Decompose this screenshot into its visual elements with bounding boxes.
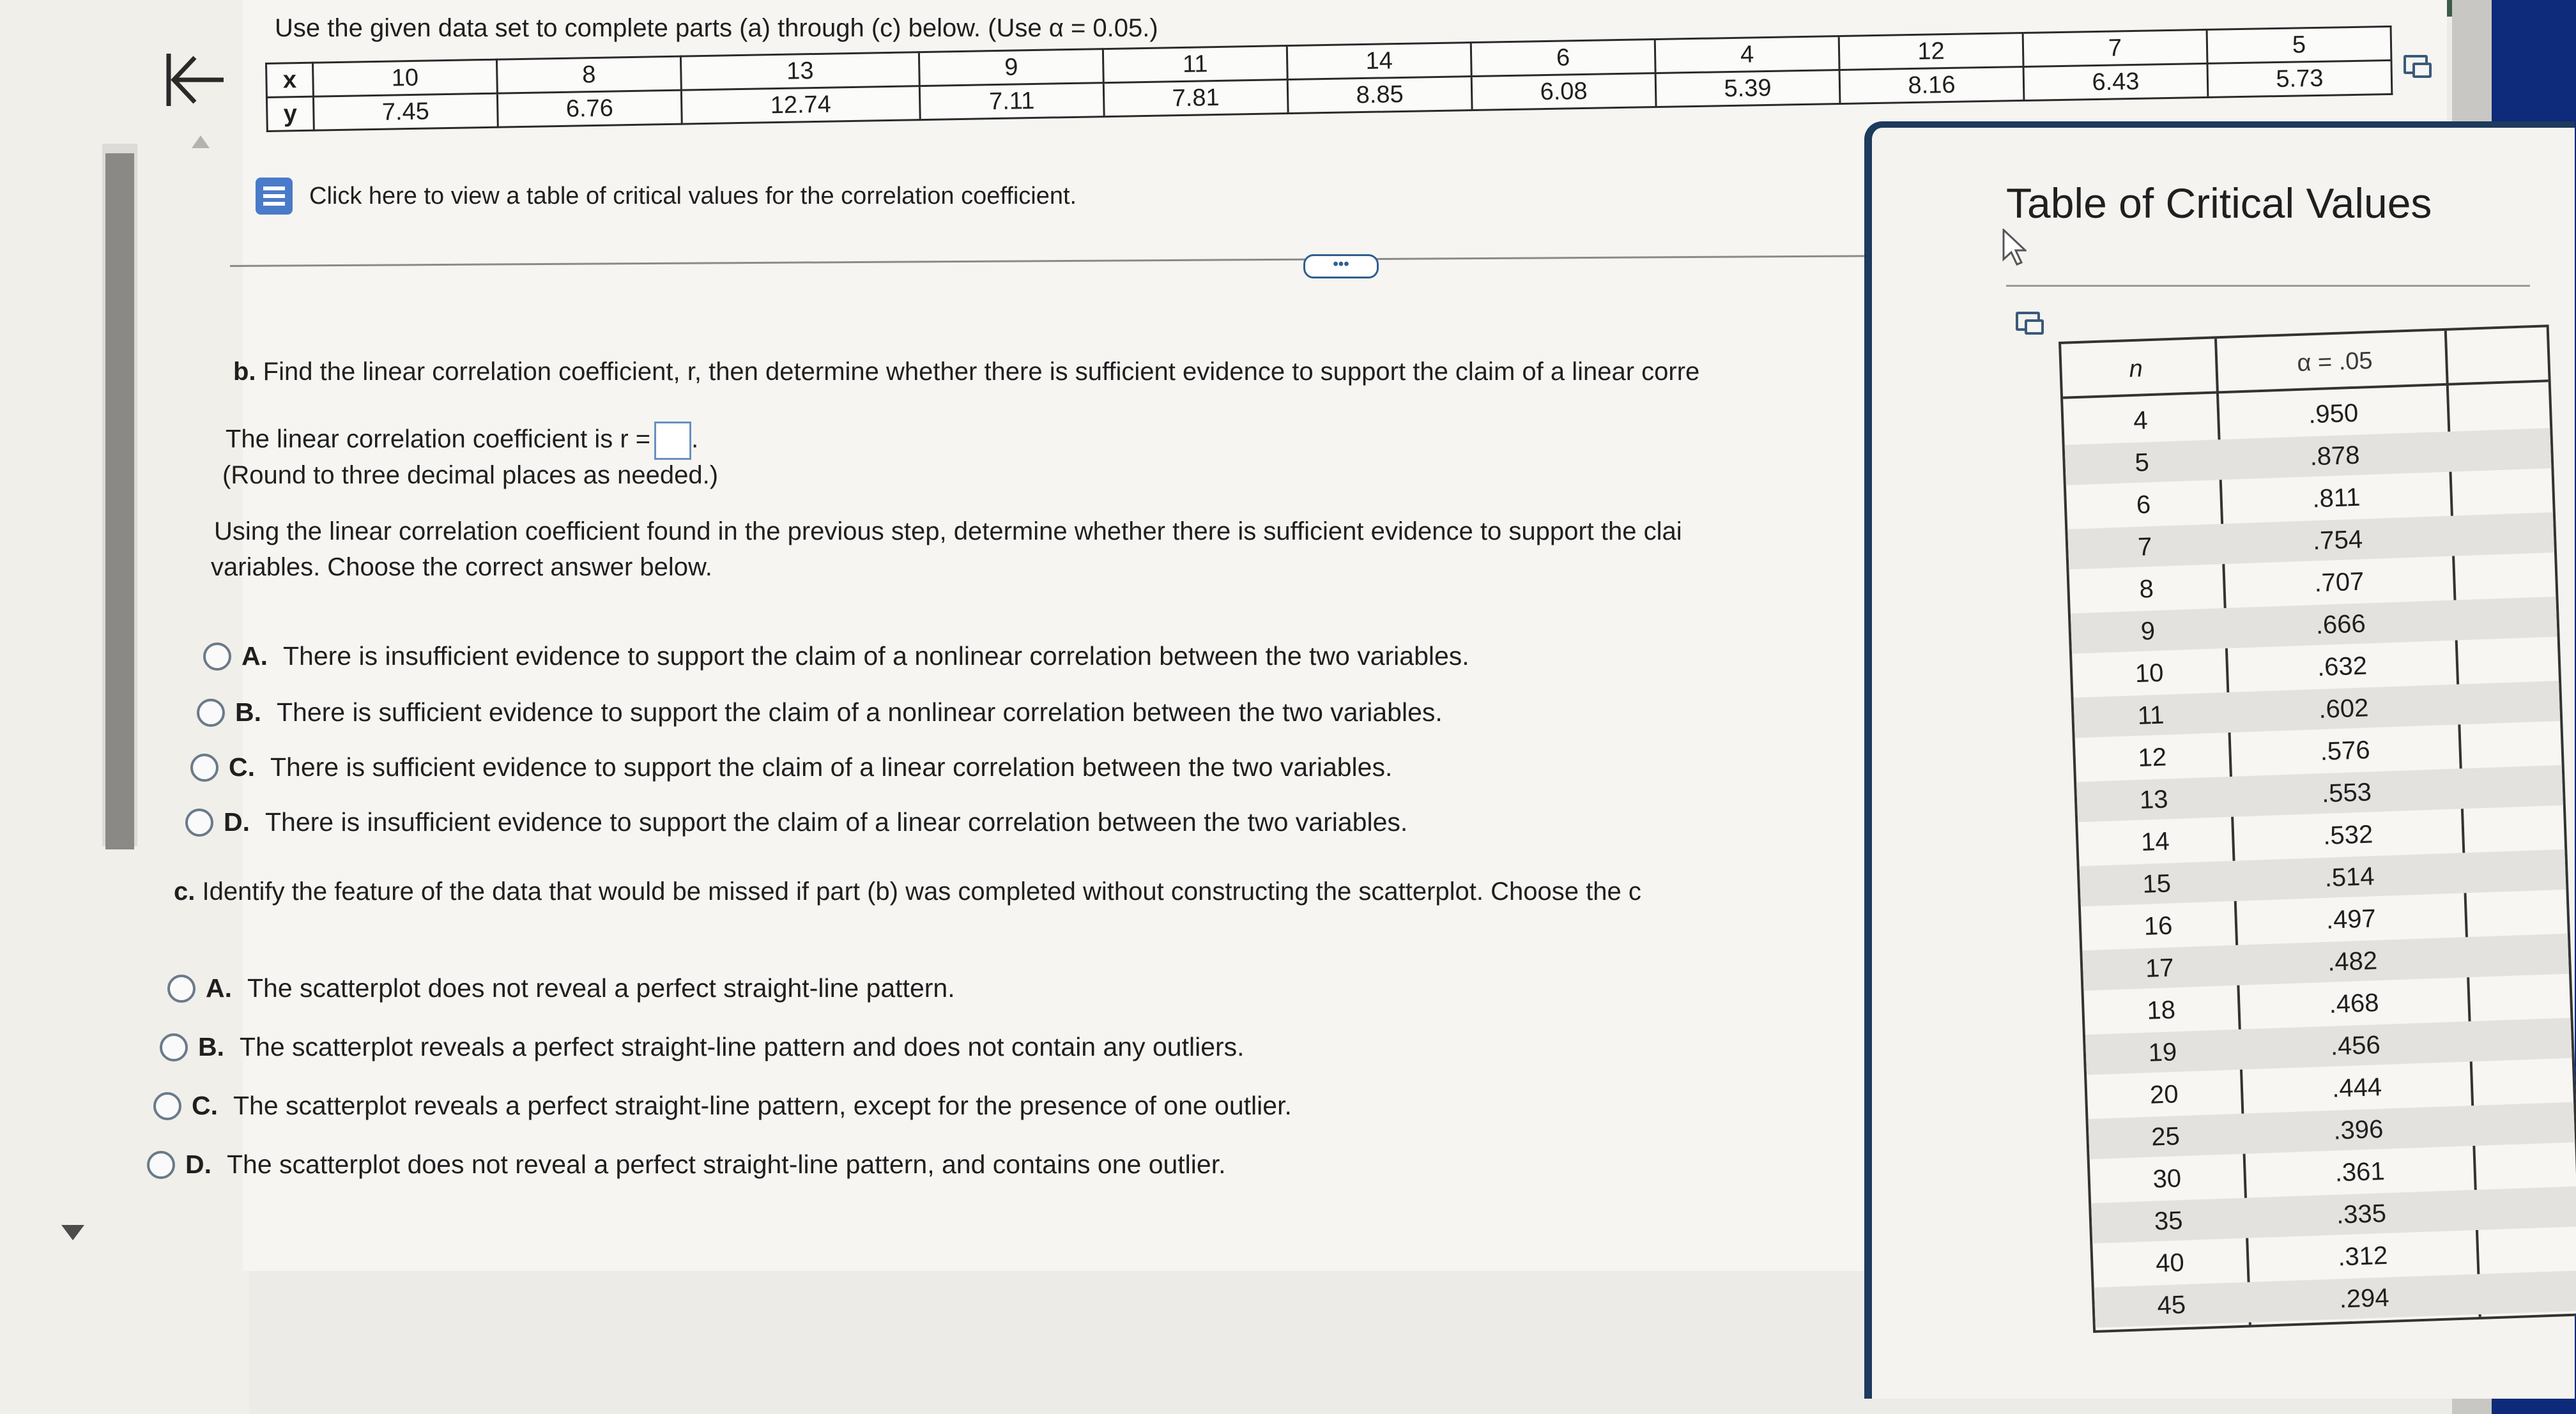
critical-value-cell: .514 bbox=[2324, 862, 2375, 892]
sample-size-cell: 16 bbox=[2143, 911, 2174, 941]
r-answer-input[interactable] bbox=[654, 422, 691, 460]
instruction-text: Use the given data set to complete parts (a) through (c) below. (Use α = 0.05.) bbox=[275, 14, 1158, 42]
copy-data-icon[interactable] bbox=[2404, 55, 2428, 74]
option-letter: C. bbox=[192, 1091, 218, 1120]
sample-size-cell: 40 bbox=[2155, 1249, 2185, 1278]
critical-value-cell: .444 bbox=[2331, 1073, 2382, 1103]
critical-value-cell: .312 bbox=[2337, 1241, 2388, 1272]
part-c-option-b[interactable] bbox=[160, 1032, 1245, 1062]
radio-button[interactable] bbox=[190, 754, 218, 782]
scrollbar-thumb[interactable] bbox=[105, 153, 134, 849]
row-label-y: y bbox=[266, 96, 314, 131]
using-instruction-line2: variables. Choose the correct answer below. bbox=[211, 553, 712, 581]
column-header-n: n bbox=[2128, 355, 2143, 383]
sample-size-cell: 6 bbox=[2136, 490, 2151, 519]
critical-value-cell: .878 bbox=[2309, 441, 2361, 471]
x-cell: 11 bbox=[1103, 46, 1287, 83]
radio-button[interactable] bbox=[160, 1033, 188, 1061]
critical-value-cell: .456 bbox=[2330, 1031, 2381, 1061]
sample-size-cell: 20 bbox=[2149, 1080, 2179, 1109]
sample-size-cell: 14 bbox=[2140, 827, 2170, 856]
x-cell: 5 bbox=[2207, 26, 2391, 63]
part-b-prompt bbox=[233, 358, 1699, 386]
x-cell: 7 bbox=[2023, 29, 2207, 66]
row-label-x: x bbox=[266, 63, 314, 97]
option-letter: B. bbox=[235, 697, 261, 727]
x-cell: 9 bbox=[919, 49, 1103, 86]
sample-size-cell: 8 bbox=[2138, 575, 2154, 604]
y-cell: 12.74 bbox=[681, 86, 920, 125]
critical-value-cell: .576 bbox=[2319, 736, 2371, 766]
part-c-label: c. bbox=[174, 878, 195, 906]
sample-size-cell: 11 bbox=[2136, 701, 2165, 731]
sample-size-cell: 18 bbox=[2146, 996, 2176, 1025]
column-header-alpha: α = .05 bbox=[2296, 347, 2373, 377]
option-text: There is sufficient evidence to support the claim of a linear correlation between the two variables. bbox=[270, 752, 1393, 782]
y-cell: 6.08 bbox=[1471, 73, 1656, 110]
option-letter: A. bbox=[206, 973, 232, 1003]
table-link-icon bbox=[256, 178, 293, 215]
scroll-down-icon[interactable] bbox=[61, 1225, 84, 1240]
option-text: The scatterplot reveals a perfect straight-line pattern, except for the presence of one outlier. bbox=[233, 1091, 1292, 1120]
part-b-option-b[interactable] bbox=[197, 697, 1443, 727]
option-text: There is insufficient evidence to support the claim of a nonlinear correlation between the two variables. bbox=[283, 641, 1469, 671]
sample-size-cell: 25 bbox=[2150, 1122, 2181, 1152]
part-c-option-d[interactable] bbox=[147, 1150, 1226, 1180]
part-b-option-c[interactable] bbox=[190, 752, 1392, 782]
critical-values-link-text: Click here to view a table of critical values for the correlation coefficient. bbox=[309, 182, 1077, 209]
sample-size-cell: 5 bbox=[2134, 448, 2150, 477]
part-c-prompt-text: Identify the feature of the data that would be missed if part (b) was completed without constructing the scatterplot. Choose the c bbox=[202, 878, 1641, 906]
x-cell: 6 bbox=[1471, 40, 1655, 77]
critical-value-cell: .754 bbox=[2312, 525, 2363, 556]
mouse-cursor-icon bbox=[2001, 229, 2027, 267]
using-instruction-line1: Using the linear correlation coefficient found in the previous step, determine whether there is sufficient evidence to support the clai bbox=[214, 517, 1682, 545]
critical-value-cell: .811 bbox=[2312, 483, 2361, 513]
x-cell: 4 bbox=[1655, 36, 1839, 73]
option-text: The scatterplot reveals a perfect straight-line pattern and does not contain any outliers. bbox=[240, 1032, 1245, 1061]
radio-button[interactable] bbox=[153, 1092, 181, 1120]
critical-value-cell: .553 bbox=[2321, 778, 2372, 809]
sample-size-cell: 9 bbox=[2140, 617, 2156, 646]
y-cell: 8.16 bbox=[1839, 66, 2024, 103]
critical-value-cell: .294 bbox=[2338, 1283, 2390, 1314]
y-cell: 6.76 bbox=[497, 90, 682, 127]
critical-value-cell: .497 bbox=[2326, 904, 2377, 934]
option-letter: D. bbox=[224, 807, 250, 837]
radio-button[interactable] bbox=[167, 975, 195, 1003]
part-c-option-a[interactable] bbox=[167, 973, 955, 1003]
sample-size-cell: 15 bbox=[2142, 869, 2172, 899]
sample-size-cell: 45 bbox=[2156, 1290, 2186, 1320]
round-note: (Round to three decimal places as needed.) bbox=[222, 461, 719, 489]
x-cell: 12 bbox=[1839, 33, 2023, 70]
critical-value-cell: .482 bbox=[2327, 946, 2378, 977]
critical-values-table bbox=[2058, 324, 2576, 1333]
scroll-up-icon[interactable] bbox=[192, 135, 210, 148]
r-prefix: The linear correlation coefficient is r = bbox=[226, 425, 651, 453]
part-b-option-a[interactable] bbox=[203, 641, 1469, 671]
sample-size-cell: 10 bbox=[2135, 658, 2165, 688]
sample-size-cell: 12 bbox=[2137, 743, 2167, 773]
radio-button[interactable] bbox=[203, 642, 231, 671]
option-text: There is insufficient evidence to support the claim of a linear correlation between the two variables. bbox=[265, 807, 1408, 837]
critical-value-cell: .707 bbox=[2313, 567, 2365, 598]
copy-table-icon[interactable] bbox=[2016, 312, 2040, 331]
option-letter: B. bbox=[198, 1032, 224, 1061]
sample-size-cell: 7 bbox=[2137, 533, 2153, 561]
x-cell: 13 bbox=[680, 52, 919, 91]
option-letter: A. bbox=[241, 641, 268, 671]
sample-size-cell: 17 bbox=[2145, 954, 2175, 983]
part-c-prompt bbox=[174, 878, 1641, 906]
y-cell: 8.85 bbox=[1287, 77, 1472, 114]
radio-button[interactable] bbox=[147, 1151, 175, 1179]
critical-value-cell: .602 bbox=[2318, 694, 2369, 724]
y-cell: 7.45 bbox=[313, 93, 498, 130]
radio-button[interactable] bbox=[197, 699, 225, 727]
x-cell: 14 bbox=[1287, 43, 1471, 80]
option-letter: C. bbox=[229, 752, 255, 782]
option-letter: D. bbox=[185, 1150, 211, 1179]
critical-value-cell: .632 bbox=[2317, 651, 2368, 682]
radio-button[interactable] bbox=[185, 809, 213, 837]
sample-size-cell: 13 bbox=[2139, 785, 2169, 814]
critical-value-cell: .666 bbox=[2315, 609, 2366, 640]
x-cell: 10 bbox=[313, 59, 498, 96]
option-text: The scatterplot does not reveal a perfect straight-line pattern. bbox=[247, 973, 955, 1003]
critical-value-cell: .396 bbox=[2333, 1115, 2384, 1145]
r-suffix: . bbox=[691, 425, 699, 453]
part-c-option-c[interactable] bbox=[153, 1091, 1292, 1121]
y-cell: 7.81 bbox=[1103, 80, 1288, 117]
sample-size-cell: 35 bbox=[2154, 1206, 2184, 1236]
critical-value-cell: .335 bbox=[2336, 1199, 2387, 1229]
critical-value-cell: .361 bbox=[2334, 1157, 2386, 1187]
y-cell: 5.39 bbox=[1655, 70, 1840, 107]
critical-values-link[interactable] bbox=[256, 178, 1077, 215]
option-text: The scatterplot does not reveal a perfect straight-line pattern, and contains one outlier. bbox=[227, 1150, 1226, 1179]
critical-value-cell: .532 bbox=[2322, 820, 2373, 850]
sample-size-cell: 30 bbox=[2152, 1164, 2182, 1194]
part-b-label: b. bbox=[233, 358, 256, 386]
expand-more-button[interactable]: ••• bbox=[1303, 254, 1379, 278]
r-answer-line bbox=[226, 422, 698, 460]
critical-value-cell: .950 bbox=[2308, 399, 2359, 429]
popup-title: Table of Critical Values bbox=[2006, 179, 2432, 227]
popup-divider bbox=[2006, 285, 2530, 287]
option-text: There is sufficient evidence to support the claim of a nonlinear correlation between the two variables. bbox=[277, 697, 1443, 727]
part-b-option-d[interactable] bbox=[185, 807, 1407, 837]
critical-value-cell: .468 bbox=[2328, 989, 2380, 1019]
back-to-start-icon[interactable] bbox=[160, 45, 230, 115]
y-cell: 7.11 bbox=[919, 83, 1104, 120]
y-cell: 6.43 bbox=[2023, 63, 2208, 100]
x-cell: 8 bbox=[496, 56, 681, 93]
y-cell: 5.73 bbox=[2207, 60, 2392, 97]
part-b-prompt-text: Find the linear correlation coefficient, r, then determine whether there is sufficient evidence to support the claim of a linear corre bbox=[263, 358, 1700, 386]
sample-size-cell: 19 bbox=[2147, 1038, 2177, 1067]
sample-size-cell: 4 bbox=[2133, 406, 2149, 435]
